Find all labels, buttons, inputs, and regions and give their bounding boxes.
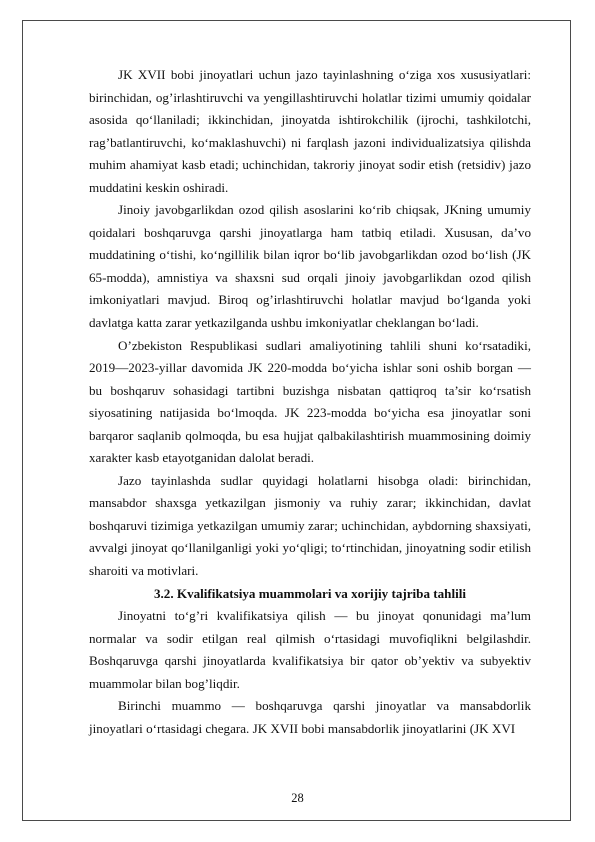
paragraph: Jazo tayinlashda sudlar quyidagi holatlarni hisobga oladi: birinchidan, mansabdor shaxsga yetkazilgan jismoniy va ruhiy zarar; ikkinchidan, davlat boshqaruvi tizimiga yetkazilgan umumiy zarar; uchinchidan, aybdorning shaxsiyati, avvalgi jinoyat qo‘llanilganligi yoki yo‘qligi; to‘rtinchidan, jinoyatning sodir etilish sharoiti va motivlari. — [89, 472, 531, 579]
page-number: 28 — [291, 791, 304, 805]
paragraph: Jinoiy javobgarlikdan ozod qilish asoslarini ko‘rib chiqsak, JKning umumiy qoidalari boshqaruvga qarshi jinoyatlarga ham tatbiq etiladi. Xususan, da’vo muddatining o‘tishi, ko‘ngillilik bilan iqror bo‘lib javobgarlikdan ozod bo‘lish (JK 65-modda), amnistiya va shaxsni sud orqali jinoiy javobgarlikdan ozod qilish imkoniyatlari mavjud. Biroq og’irlashtiruvchi holatlar mavjud bo‘lganda yoki davlatga katta zarar yetkazilganda ushbu imkoniyatlar cheklangan bo‘ladi. — [89, 202, 531, 331]
paragraph: JK XVII bobi jinoyatlari uchun jazo tayinlashning o‘ziga xos xususiyatlari: birinchidan, og’irlashtiruvchi va yengillashtiruvchi holatlar tizimi umumiy qoidalar asosida qo‘llaniladi; ikkinchidan, jinoyatda ishtirokchilik (ijrochi, tashkilotchi, rag’batlantiruvchi, ko‘maklashuvchi) ni farqlash jazoni individualizatsiya qilishda muhim ahamiyat kasb etadi; uchinchidan, takroriy jinoyat sodir etish (retsidiv) jazo muddatini keskin oshiradi. — [89, 67, 531, 195]
paragraph: O’zbekiston Respublikasi sudlari amaliyotining tahlili shuni ko‘rsatadiki, 2019—2023-yillar davomida JK 220-modda bo‘yicha ishlar soni oshib borgan — bu boshqaruv sohasidagi tartibni buzishga nisbatan qattiqroq ta’sir ko‘rsatish siyosatining natijasida bo‘lmoqda. JK 223-modda bo‘yicha esa jinoyatlar soni barqaror saqlanib qolmoqda, bu esa hujjat qalbakilashtirish muammosining doimiy xarakter kasb etayotganidan dalolat beradi. — [89, 337, 531, 466]
section-heading: 3.2. Kvalifikatsiya muammolari va xorijiy tajriba tahlili — [153, 585, 467, 601]
paragraph: Jinoyatni to‘g’ri kvalifikatsiya qilish — bu jinoyat qonunidagi ma’lum normalar va sodir etilgan real qilmish o‘rtasidagi muvofiqlikni belgilashdir. Boshqaruvga qarshi jinoyatlarda kvalifikatsiya bir qator ob’yektiv va subyektiv muammolar bilan bog’liqdir. — [89, 608, 531, 691]
page-content — [89, 64, 531, 740]
paragraph: Birinchi muammo — boshqaruvga qarshi jinoyatlar va mansabdorlik jinoyatlari o‘rtasidagi chegara. JK XVII bobi mansabdorlik jinoyatlarini (JK XVI — [89, 698, 531, 736]
